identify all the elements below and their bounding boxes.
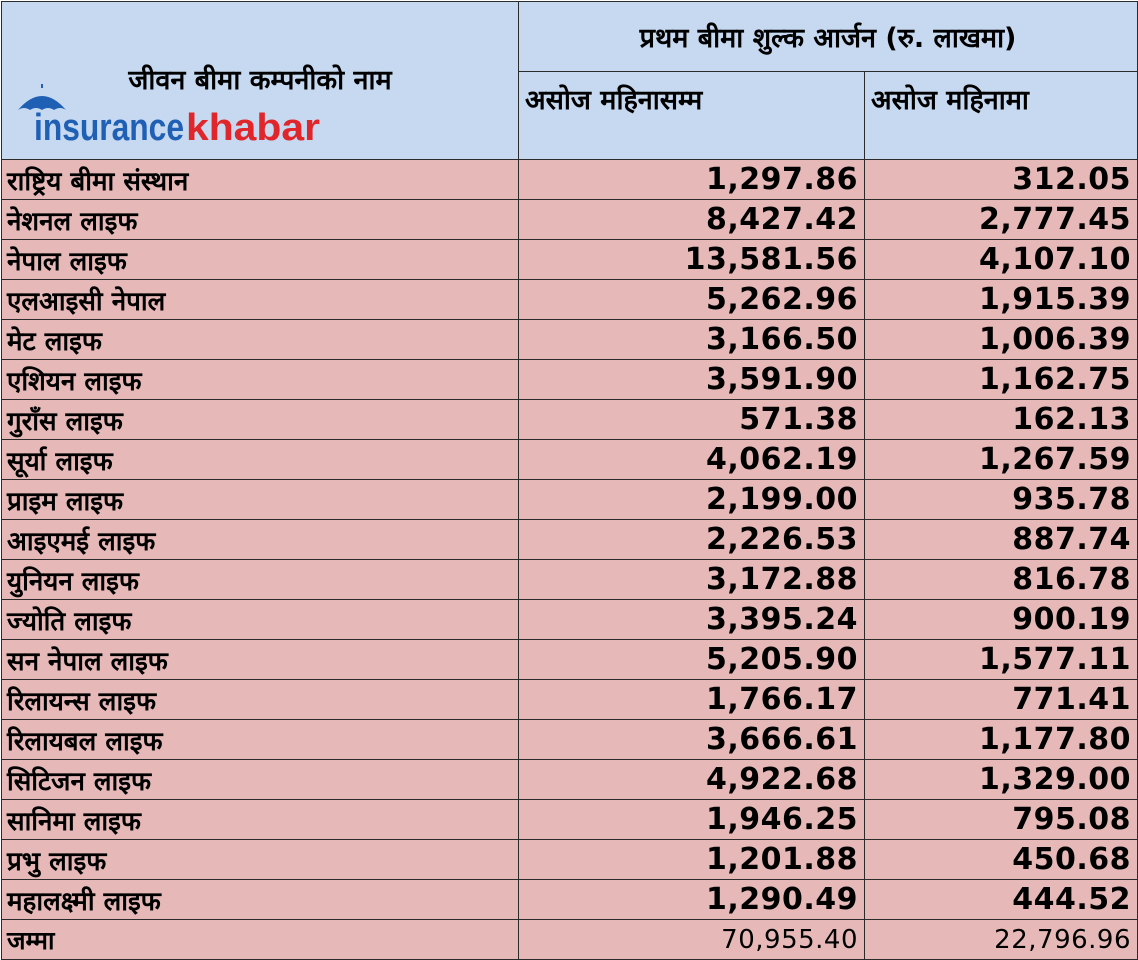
table-row [2,320,1138,360]
in-asoj-value: 771.41 [865,680,1138,720]
in-asoj-value: 444.52 [865,880,1138,920]
table-row [2,200,1138,240]
company-name: सूर्या लाइफ [2,440,519,480]
table-row [2,480,1138,520]
in-asoj-value: 795.08 [865,800,1138,840]
until-asoj-value: 8,427.42 [519,200,865,240]
until-asoj-value: 3,395.24 [519,600,865,640]
until-asoj-header: असोज महिनासम्म [519,72,865,160]
table-row [2,800,1138,840]
company-name: एशियन लाइफ [2,360,519,400]
in-asoj-value: 1,162.75 [865,360,1138,400]
until-asoj-value: 1,290.49 [519,880,865,920]
table-row [2,240,1138,280]
company-name: एलआइसी नेपाल [2,280,519,320]
total-until-asoj: 70,955.40 [519,920,865,960]
company-name: रिलायन्स लाइफ [2,680,519,720]
until-asoj-value: 2,199.00 [519,480,865,520]
table-row [2,400,1138,440]
table-row [2,760,1138,800]
in-asoj-value: 2,777.45 [865,200,1138,240]
table-body [2,160,1138,960]
table-row [2,640,1138,680]
in-asoj-header: असोज महिनामा [865,72,1138,160]
until-asoj-value: 571.38 [519,400,865,440]
in-asoj-value: 162.13 [865,400,1138,440]
in-asoj-value: 450.68 [865,840,1138,880]
until-asoj-value: 3,172.88 [519,560,865,600]
table-row [2,520,1138,560]
table-row [2,720,1138,760]
company-name: सन नेपाल लाइफ [2,640,519,680]
table-row [2,680,1138,720]
company-name: सानिमा लाइफ [2,800,519,840]
table-row [2,160,1138,200]
premium-table [1,1,1138,960]
logo-text-insurance: insurance [34,107,184,146]
company-name: प्राइम लाइफ [2,480,519,520]
company-name: युनियन लाइफ [2,560,519,600]
until-asoj-value: 1,201.88 [519,840,865,880]
in-asoj-value: 1,329.00 [865,760,1138,800]
company-name: प्रभु लाइफ [2,840,519,880]
company-name: रिलायबल लाइफ [2,720,519,760]
company-name: मेट लाइफ [2,320,519,360]
insurancekhabar-logo [12,82,322,146]
until-asoj-value: 3,666.61 [519,720,865,760]
table-row [2,600,1138,640]
until-asoj-value: 1,946.25 [519,800,865,840]
until-asoj-value: 5,262.96 [519,280,865,320]
total-label: जम्मा [2,920,519,960]
premium-group-header: प्रथम बीमा शुल्क आर्जन (रु. लाखमा) [519,2,1138,72]
company-name: ज्योति लाइफ [2,600,519,640]
company-name: सिटिजन लाइफ [2,760,519,800]
in-asoj-value: 816.78 [865,560,1138,600]
in-asoj-value: 1,267.59 [865,440,1138,480]
table-row [2,880,1138,920]
until-asoj-value: 1,766.17 [519,680,865,720]
company-name: महालक्ष्मी लाइफ [2,880,519,920]
in-asoj-value: 1,177.80 [865,720,1138,760]
until-asoj-value: 5,205.90 [519,640,865,680]
in-asoj-value: 1,915.39 [865,280,1138,320]
company-header-cell [2,2,519,160]
until-asoj-value: 1,297.86 [519,160,865,200]
table-row [2,360,1138,400]
table-row [2,280,1138,320]
logo-text-khabar: khabar [186,107,321,146]
company-name: राष्ट्रिय बीमा संस्थान [2,160,519,200]
until-asoj-value: 3,591.90 [519,360,865,400]
in-asoj-value: 887.74 [865,520,1138,560]
company-name: नेशनल लाइफ [2,200,519,240]
in-asoj-value: 312.05 [865,160,1138,200]
until-asoj-value: 2,226.53 [519,520,865,560]
until-asoj-value: 4,062.19 [519,440,865,480]
in-asoj-value: 935.78 [865,480,1138,520]
company-name: आइएमई लाइफ [2,520,519,560]
table-row [2,440,1138,480]
table-row [2,560,1138,600]
until-asoj-value: 4,922.68 [519,760,865,800]
company-name: गुराँस लाइफ [2,400,519,440]
in-asoj-value: 4,107.10 [865,240,1138,280]
company-name: नेपाल लाइफ [2,240,519,280]
until-asoj-value: 3,166.50 [519,320,865,360]
company-column-header: जीवन बीमा कम्पनीको नाम [128,65,392,96]
in-asoj-value: 1,577.11 [865,640,1138,680]
in-asoj-value: 1,006.39 [865,320,1138,360]
until-asoj-value: 13,581.56 [519,240,865,280]
total-in-asoj: 22,796.96 [865,920,1138,960]
table-row [2,840,1138,880]
in-asoj-value: 900.19 [865,600,1138,640]
